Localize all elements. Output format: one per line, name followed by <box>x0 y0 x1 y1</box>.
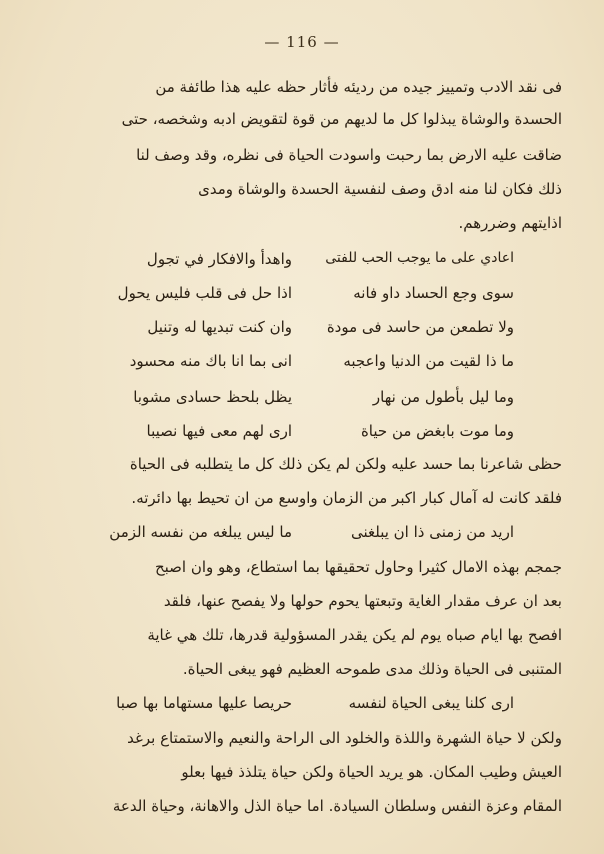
verse-first-hemistich: سوى وجع الحساد داو فانه <box>353 284 514 302</box>
paragraph-line: العيش وطيب المكان. هو يريد الحياة ولكن حياة يتلذذ فيها بعلو <box>181 763 562 781</box>
verse-first-hemistich: اعادي على ما يوجب الحب للفتى <box>325 250 514 266</box>
verse-first-hemistich: ولا تطمعن من حاسد فى مودة <box>326 318 514 336</box>
verse-second-hemistich: ارى لهم معى فيها نصيبا <box>146 422 292 440</box>
verse-second-hemistich: حريصا عليها مستهاما بها صبا <box>116 694 292 712</box>
verse-first-hemistich: ارى كلنا يبغى الحياة لنفسه <box>348 694 514 712</box>
paragraph-line: المتنبى فى الحياة وذلك مدى طموحه العظيم فهو يبغى الحياة. <box>182 660 562 678</box>
paragraph-line: اذايتهم وضررهم. <box>458 214 562 232</box>
paragraph-line: فلقد كانت له آمال كبار اكبر من الزمان واوسع من ان تحيط بها دائرته. <box>131 489 562 507</box>
paragraph-line: فى نقد الادب وتمييز جيده من رديئه فأثار حظه عليه هذا طائفة من <box>155 78 562 96</box>
verse-second-hemistich: وان كنت تبديها له وتنيل <box>147 318 292 336</box>
paragraph-line: الحسدة والوشاة يبذلوا كل ما لديهم من قوة لتقويض ادبه وشخصه، حتى <box>121 110 562 128</box>
verse-first-hemistich: وما موت بابغض من حياة <box>360 422 514 440</box>
page-number: — 116 — <box>264 33 340 51</box>
verse-first-hemistich: اريد من زمنى ذا ان يبلغنى <box>350 523 514 541</box>
verse-second-hemistich: اذا حل فى قلب فليس يحول <box>117 284 292 302</box>
verse-second-hemistich: يظل بلحظ حسادى مشوبا <box>133 388 292 406</box>
verse-second-hemistich: ما ليس يبلغه من نفسه الزمن <box>109 523 292 541</box>
paragraph-line: المقام وعزة النفس وسلطان السيادة. اما حياة الذل والاهانة، وحياة الدعة <box>112 797 562 815</box>
paragraph-line: جمجم بهذه الامال كثيرا وحاول تحقيقها بما استطاع، وهو وان اصبح <box>154 558 562 576</box>
paragraph-line: ذلك فكان لنا منه ادق وصف لنفسية الحسدة والوشاة ومدى <box>198 180 562 198</box>
paragraph-line: افصح بها ايام صباه يوم لم يكن يقدر المسؤولية قدرها، تلك هي غاية <box>147 626 562 644</box>
paragraph-line: ولكن لا حياة الشهرة واللذة والخلود الى الراحة والنعيم والاستمتاع برغد <box>127 729 562 747</box>
verse-second-hemistich: واهدأ والافكار في تجول <box>146 250 292 268</box>
paragraph-line: بعد ان عرف مقدار الغاية وتبعتها يحوم حولها ولا يفصح عنها، فلقد <box>163 592 562 610</box>
paragraph-line: ضاقت عليه الارض بما رحبت واسودت الحياة فى نظره، وقد وصف لنا <box>136 146 562 164</box>
verse-first-hemistich: ما ذا لقيت من الدنيا واعجبه <box>343 352 514 370</box>
verse-first-hemistich: وما ليل بأطول من نهار <box>372 388 514 406</box>
verse-second-hemistich: انى بما انا باك منه محسود <box>129 352 292 370</box>
paragraph-line: حظى شاعرنا بما حسد عليه ولكن لم يكن ذلك كل ما يتطلبه فى الحياة <box>129 455 562 473</box>
